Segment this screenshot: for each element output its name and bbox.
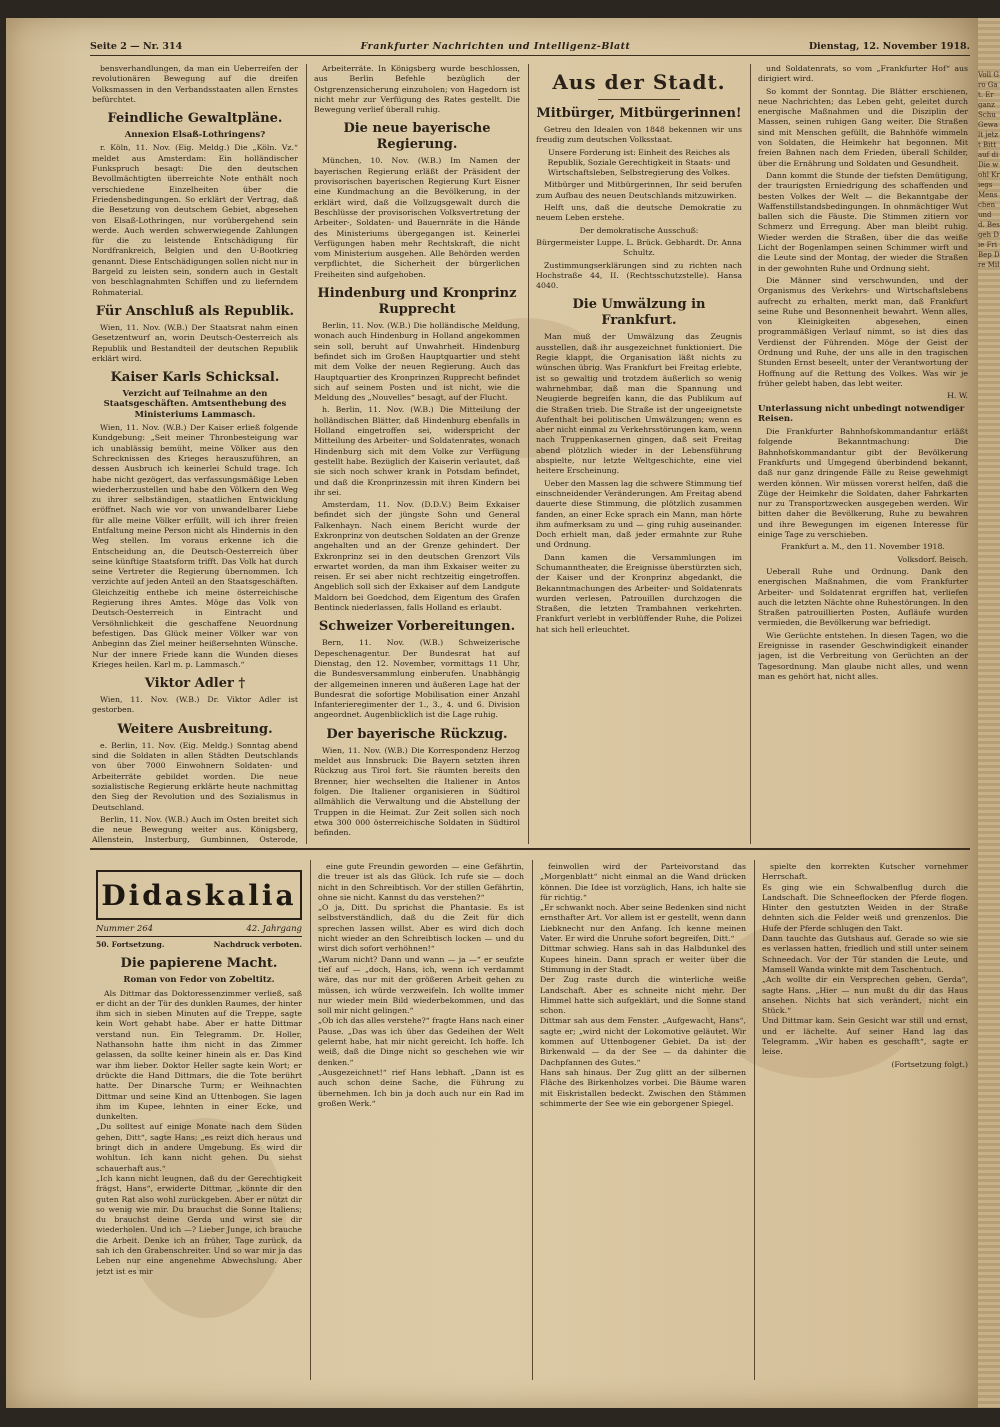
- subhead-annexion: Annexion Elsaß-Lothringens?: [124, 130, 266, 141]
- headline-umwaelzung: Die Umwälzung in Frankfurt.: [572, 297, 706, 329]
- article-text: Ueber den Massen lag die schwere Stimmung tief einschneidender Veränderungen. Am Freitag abend dauerte diese Stimmung, die plötzlich zusammen fanden, an einer Ecke sprach ein Mann, man hörte ihm aufmerksam zu und — ging ruhig auseinander. Doch erhielt man, daß jeder ermahnte zur Ruhe und Ordnung.: [536, 478, 742, 550]
- novel-title: Die papierene Macht.: [120, 956, 278, 972]
- col2-intro: Arbeiterräte. In Königsberg wurde beschlossen, aus Berlin Befehle bezüglich der Ostgrenzensicherung einzuholen; von Hagedorn ist nicht mehr zur Verfügung des Rates gestellt. Die Bewegung verlief überall ruhig.: [314, 64, 520, 115]
- headline-feindliche-gewaltplaene: Feindliche Gewaltpläne.: [107, 111, 283, 127]
- article-text: r. Köln, 11. Nov. (Eig. Meldg.) Die „Köln. Vz.“ meldet aus Amsterdam: Ein holländischer Funkspruch besagt: Die den deutschen Bevollmächtigten überreichte Note enthält noch verschiedene Einzelheiten über die Friedensbedingungen. So erklärt der Vertrag, daß die Besetzung von deutschem Gebiet, abgesehen von Elsaß-Lothringen, nur vorübergehend sein werde. Auch werden schwerwiegende Zahlungen für die zu leistende Entschädigung für Nordfrankreich, Belgien und den U-Bootkrieg genannt. Diese Entschädigungen sollen nicht nur in Bargeld zu leisten sein, sondern auch in Gestalt von beschlagnahmten Schiffen und zu lieferndem Rohmaterial.: [92, 143, 298, 297]
- article-text: Die Frankfurter Bahnhofskommandantur erläßt folgende Bekanntmachung: Die Bahnhofskommandantur gibt der Bevölkerung Frankfurts und Umgegend überbindend bekannt, daß nur ganz dringende Fälle zu Reise gewehmigt werden können. Wir müssen vorerst helfen, daß die Züge der Heimkehr die Soldaten, daher Fahrkarten nur zu Transportzwecken ausgegeben werden. Wir bitten daher die Bevölkerung, Ruhe zu bewahren und ihre Bewegungen im eigenen Interesse für einige Tage zu verschieben.: [758, 427, 968, 540]
- article-text: Dann kommt die Stunde der tiefsten Demütigung, der traurigsten Erniedrigung des schaffenden und besten Volkes der Welt — die Bekanntgabe der Waffenstillstandsbedingungen. In ohnmächtiger Wut ballen sich die Fäuste. Die Stimmen zitiern vor Schmerz und Erregung. Aber man bleibt ruhig. Wieder werden die Straßen, über die das weiße Licht der Bogenlampen seinen Schimmer wirft und die Leute sind der Montag, der wieder die Straßen in der gewohnten Ruhe und Ordnung sieht.: [758, 170, 968, 273]
- article-text: e. Berlin, 11. Nov. (Eig. Meldg.) Sonntag abend sind die Soldaten in allen Städten Deutschlands von über 7000 Einwohnern Soldaten- und Arbeiterräte gebildet worden. Die neue sozialistische Regierung erklärte heute nachmittag den Sieg der Revolution und des Sozialismus in Deutschland.: [92, 740, 298, 812]
- novel-text: Als Dittmar das Doktoressenzimmer verließ, saß er dicht an der Tür des dunklen Raumes, der hinter ihm sich in sieben Minuten auf die Treppe, sagte kein Wort gehabt habe. Aber er hatte Dittmar verstand nun. Ein Telegramm. Dr. Holler, Nathansohn hatte ihm nicht in das Zimmer gelassen, da sollte keiner hinein als er. Das Kind war ihm lieber. Doktor Heller sagte kein Wort; er drückte die Hand Dittmars, die die Tote berührt hatte. Der Dinarsche Turm; er Weihnachten Dittmar und seine Kind an Uttenbogen. Sie lagen ihm im Kupee, lehnten in einer Ecke, und dunkelten. „Du solltest auf einige Monate nach dem Süden gehen, Ditt“, sagte Hans; „es reizt dich heraus und bringt dich in andere Umgebung. Es wird dir wohltun. Ich kann nicht gehen. Du siehst schauerhaft aus.“ „Ich kann nicht leugnen, daß du der Gerechtigkeit frägst, Hans“, erwiderte Dittmar, „könnte dir den guten Rat also wohl zurückgeben. Aber er nützt dir so wenig wie mir. Du brauchst die Sonne Italiens; du brauchst deine Gerda und wirst sie dir wiederholen. Und ich —? Lieber Junge, ich brauche die Arbeit. Denke ich an früher, Tage zurück, da sah ich den Grabenschreiter. Und so war mir ja das Leben nur eine angenehme Abwechslung. Aber jetzt ist es mir: [96, 988, 302, 1276]
- article-text: So kommt der Sonntag. Die Blätter erschienen, neue Nachrichten; das Leben geht, geleitet durch energische Maßnahmen und die Disziplin der Massen, seinen ruhigen Gang weiter. Die Straßen sind mit Menschen gefüllt, die Bahnhöfe wimmeln von Soldaten, die Heimkehr hat begonnen. Mit freien Bahnen nach dem Frieden, überall Schilder, über die Ernährung und Soldaten und Gesundheit.: [758, 86, 968, 168]
- article-signatories: Bürgermeister Luppe. L. Brück. Gebhardt. Dr. Anna Schultz.: [536, 237, 742, 258]
- headline-schweizer: Schweizer Vorbereitungen.: [318, 619, 516, 635]
- header-masthead: Frankfurter Nachrichten und Intelligenz-Blatt: [360, 41, 631, 52]
- article-text: Man muß der Umwälzung das Zeugnis ausstellen, daß ihr ausgezeichnet funktioniert. Die Regie klappt, die Organisation läßt nichts zu wünschen übrig. Was Frankfurt bei Freitag erlebte, ist so gewaltig und trotzdem äußerlich so wenig wahrnehmbar, daß man die Spannung und Neugierde begreifen kann, die das Publikum auf die Straßen trieb. Die Straße ist der ungeeignetste Aufenthalt bei politischen Umwälzungen; wenn es aber nicht einmal zu Verkehrsstörungen kam, wenn nach Truppenkasernen gingen, daß seit Freitag abend plötzlich wieder in der Lebensführung abspielte, nur letzte Weltgeschichte, eine viel heitere Erscheinung.: [536, 332, 742, 476]
- article-text: h. Berlin, 11. Nov. (W.B.) Die Mitteilung der holländischen Blätter, daß Hindenburg ebenfalls in Holland eingetroffen sei, widerspricht der Mitteilung des Arbeiter- und Soldatenrates, wonach Hindenburg sich mit dem Volke zur Verfügung gestellt habe. Bezüglich der Kaiserin verlautet, daß sie sich noch schwer krank in Potsdam befindet, und daß die Kronprinzessin mit ihren Kindern bei ihr sei.: [314, 405, 520, 497]
- headline-reisen: Unterlassung nicht unbedingt notwendiger Reisen.: [758, 403, 965, 424]
- headline-mitbuerger: Mitbürger, Mitbürgerinnen!: [536, 106, 742, 121]
- divider-rule: [598, 99, 680, 100]
- header-date: Dienstag, 12. November 1918.: [808, 41, 970, 52]
- column-divider: [528, 64, 529, 844]
- subhead-verzicht: Verzicht auf Teilnahme an den Staatsgeschäften. Amtsenthebung des Ministeriums Lammasch.: [103, 389, 287, 420]
- page-header: [90, 38, 970, 56]
- column-1: [92, 64, 298, 844]
- col1-intro: bensverhandlungen, da man ein Ueberreifen der revolutionären Bewegung auf die dreifen Volksmassen in den Verbandsstaaten allen Ernstes befürchtet.: [92, 64, 298, 104]
- article-text: Wien, 11. Nov. (W.B.) Der Staatsrat nahm einen Gesetzentwurf an, worin Deutsch-Oesterreich als Republik und Bestandteil der deutschen Republik erklärt wird.: [92, 322, 298, 363]
- feuilleton-column-3: [540, 862, 746, 1382]
- issue-year: 42. Jahrgang: [246, 924, 302, 934]
- headline-viktor-adler: Viktor Adler †: [144, 676, 246, 692]
- headline-bayerischer-rueckzug: Der bayerische Rückzug.: [326, 726, 508, 742]
- article-text: und Soldatenrats, so vom „Frankfurter Hof“ aus dirigiert wird.: [758, 64, 968, 84]
- feuilleton-column-4: [762, 862, 968, 1382]
- article-text: Zustimmungserklärungen sind zu richten nach Hochstraße 44, II. (Rechtsschutzstelle). Hansa 4040.: [536, 260, 742, 291]
- didaskalia-masthead: [96, 870, 302, 920]
- column-divider: [310, 860, 311, 1380]
- article-text: Die Männer sind verschwunden, und der Organismus des Verkehrs- und Wirtschaftslebens aufrecht zu erhalten, merkt man, daß Frankfurt seine Ruhe und Besonnenheit bewahrt. Wenn alles, von Kleinigkeiten abgesehen, einen programmäßigen Verlauf nimmt, so ist dies das Verdienst der Führenden. Möge der Geist der Ordnung und Ruhe, der uns alle in den tragischen Stunden Ernst beseelt, unter der Verantwortung der Hoffnung auf die Rettung des Volkes. Was wir je früher gelebt haben, das lebt weiter.: [758, 275, 968, 388]
- article-text: Bern, 11. Nov. (W.B.) Schweizerische Depeschenagentur. Der Bundesrat hat auf Dienstag, den 12. November, vormittags 11 Uhr, die Bundesversammlung einberufen. Unabhängig der allgemeinen inneren und äußeren Lage hat der Bundesrat die sofortige Mobilisation einer Anzahl Infanterieregimenter der 1., 3., 4. und 6. Division angeordnet. Augenblicklich ist die Lage ruhig.: [314, 638, 520, 720]
- article-signature: H. W.: [947, 391, 968, 401]
- article-text: Berlin, 11. Nov. (W.B.) Die holländische Meldung, wonach auch Hindenburg in Holland angekommen sein soll, beruht auf Unwahrheit. Hindenburg befindet sich im Großen Hauptquartier und steht mit dem Volke der neuen Regierung. Auch das Hauptquartier des Kronprinzen Rupprecht befindet sich auf seinem Posten und ist nicht, wie die Meldung des „Nouvelles“ besagt, auf der Flucht.: [314, 321, 520, 403]
- reprint-notice: Nachdruck verboten.: [213, 940, 302, 949]
- headline-anschluss: Für Anschluß als Republik.: [95, 303, 295, 319]
- article-text: Ueberall Ruhe und Ordnung. Dank den energischen Maßnahmen, die vom Frankfurter Arbeiter- und Soldatenrat ergriffen hat, verliefen auch die letzten Nächte ohne Ruhestörungen. In den Straßen patrouillierten Posten, Aufläufe wurden vermieden, die Bevölkerung war befriedigt.: [758, 566, 968, 628]
- feuilleton-column-1: [96, 940, 302, 1380]
- feuilleton-column-2: [318, 862, 524, 1382]
- article-text: Wien, 11. Nov. (W.B.) Der Kaiser erließ folgende Kundgebung: „Seit meiner Thronbesteigung war ich unablässig bemüht, meine Völker aus den Schrecknissen des Krieges herauszuführen, an dessen Ausbruch ich keinerlei Schuld trage. Ich habe nicht gezögert, das verfassungsmäßige Leben wiederherzustellen und habe den Völkern den Weg zu ihrer selbständigen, staatlichen Entwicklung eröffnet. Nach wie vor von unwandelbarer Liebe für alle meine Völker erfüllt, will ich ihrer freien Entfaltung meine Person nicht als Hindernis in den Weg stellen. Im voraus erkenne ich die Entscheidung an, die Deutsch-Oesterreich über seine künftige Staatsform trifft. Das Volk hat durch seine Vertreter die Regierung übernommen. Ich verzichte auf jeden Anteil an den Staatsgeschäften. Gleichzeitig enthebe ich meine österreichische Regierung ihres Amtes. Möge das Volk von Deutsch-Oesterreich in Eintracht und Versöhnlichkeit die geschaffene Neuordnung befestigen. Das Glück meiner Völker war von Anbeginn das Ziel meiner heißersehnten Wünsche. Nur der innere Friede kann die Wunden dieses Krieges heilen. Karl m. p. Lammasch.“: [92, 423, 298, 669]
- section-title-aus-der-stadt: Aus der Stadt.: [552, 70, 726, 94]
- article-dateline: Frankfurt a. M., den 11. November 1918.: [781, 542, 945, 552]
- article-text: Berlin, 11. Nov. (W.B.) Auch im Osten breitet sich die neue Bewegung weiter aus. Königsberg, Allenstein, Insterburg, Gumbinnen, Osterode,: [92, 814, 298, 844]
- adjacent-page-strip: Voll Gro Gat. Er ganz Schu Gewalt jetzt Bitt auf di Die wohl Kriegs Menschen und d. Bes geh Die Fri Bep Dre Mil: [978, 71, 1000, 269]
- novel-text: spielte den korrekten Kutscher vornehmer Herrschaft. Es ging wie ein Schwalbenflug durch die Landschaft. Die Schneeflocken der Pferde flogen. Hinter den gestutzten Weiden in der Straße dehnten sich die Felder weiß und grenzenlos. Die Hufe der Pferde schlugen den Takt. Dann tauchte das Gutshaus auf. Gerade so wie sie es verlassen hatten, friedlich und still unter seinem Schneedach. Vor der Tür standen die Leute, und Mamsell Wanda winkte mit dem Taschentuch. „Ach wollte dir ein Versprechen geben, Gerda“, sagte Hans. „Hier — nun mußt du dir das Haus ansehen. Nichts hat sich verändert, nicht ein Stück.“ Und Dittmar kam. Sein Gesicht war still und ernst, und er lächelte. Auf seiner Hand lag das Telegramm. „Wir haben es geschafft“, sagte er leise.: [762, 862, 968, 1057]
- article-signature: Volksdorf. Beisch.: [897, 554, 968, 564]
- headline-kaiser-karl: Kaiser Karls Schicksal.: [110, 370, 280, 386]
- novel-text: feinwollen wird der Parteivorstand das „Morgenblatt“ nicht einmal an die Wand drücken können. Die Idee ist vorzüglich, Hans, ich halte sie für richtig.“ „Er schwankt noch. Aber seine Bedenken sind nicht ernsthafter Art. Vor allem ist er gestellt, wenn dann Liebknecht nur den Anfang. Ich kenne meinen Vater. Er wird die Unruhe sofort begreifen, Ditt.“ Dittmar schwieg. Hans sah in das Halbdunkel des Kupees hinein. Dann sprach er weiter über die Stimmung in der Stadt. Der Zug raste durch die winterliche weiße Landschaft. Aber es schneite nicht mehr. Der Himmel hatte sich aufgeklärt, und die Sonne stand schon. Dittmar sah aus dem Fenster. „Aufgewacht, Hans“, sagte er; „wird nicht der Lokomotive geläutet. Wir kommen auf Uttenbogener Gebiet. Da ist der Birkenwald — da der See — da dahinter die Dachpfannen des Gutes.“ Hans sah hinaus. Der Zug glitt an der silbernen Fläche des Birkenholzes vorbei. Die Bäume waren mit Eiskristallen bedeckt. Zwischen den Stämmen schimmerte der See wie ein geborgener Spiegel.: [540, 862, 746, 1108]
- article-text: Wie Gerüchte entstehen. In diesen Tagen, wo die Ereignisse in rasender Geschwindigkeit einander jagen, ist die Verbreitung von Gerüchten an der Tagesordnung. Man glaube nicht alles, und wenn man es gehört hat, nicht alles.: [758, 630, 968, 681]
- article-text: Amsterdam, 11. Nov. (D.D.V.) Beim Exkaiser befindet sich der jüngste Sohn und General Falkenhayn. Nach einem Bericht wurde der Exkronprinz von deutschen Soldaten an der Grenze angehalten und an der Grenze gehindert. Der Exkronprinz sei in den deutschen Grenzort Vils erwartet worden, da man ihm Exkaiser weiter zu reisen. Er sei aber nicht rechtzeitig eingetroffen. Angeblich soll sich der Exkaiser auf dem Landgute Maldorn bei Goedchod, dem Eigentum des Grafen Bentinck niederlassen, falls Holland es erlaubt.: [314, 500, 520, 613]
- column-divider: [750, 64, 751, 844]
- masthead-title: Didaskalia: [101, 878, 297, 912]
- headline-weitere-ausbreitung: Weitere Ausbreitung.: [117, 721, 273, 737]
- article-text: München, 10. Nov. (W.B.) Im Namen der bayerischen Regierung erläßt der Präsident der provisorischen bayerischen Regierung Kurt Eisner eine Kundmachung an die Bevölkerung, in der erklärt wird, daß die Vollzugsgewalt durch die Beschlüsse der provisorischen Volksvertretung der Arbeiter-, Soldaten- und Bauernräte in die Hände des Ministeriums übergegangen ist. Keinerlei Verfügungen haben mehr Rechtskraft, die nicht vom Ministerium ausgehen. Alle Behörden werden verpflichtet, die Sicherheit der bürgerlichen Freiheiten sind aufgehoben.: [314, 156, 520, 279]
- serial-continuation: 50. Fortsetzung.: [96, 940, 165, 949]
- headline-hindenburg: Hindenburg und Kronprinz Rupprecht: [317, 286, 517, 318]
- column-3: [536, 64, 742, 844]
- article-text: Wien, 11. Nov. (W.B.) Die Korrespondenz Herzog meldet aus Innsbruck: Die Bayern setzten ihren Rückzug aus Tirol fort. Sie räumten bereits den Brenner, hier wechselten die Italiener in Antos folgen. Die Italiener organisieren in Südtirol allmählich die Verwaltung und die Abstellung der Truppen in die Heimat. Zur Zeit sollen sich noch etwa 300 000 österreichische Soldaten in Südtirol befinden.: [314, 745, 520, 838]
- column-4: [758, 64, 968, 844]
- column-divider: [754, 860, 755, 1380]
- column-2: [314, 64, 520, 844]
- article-text: Getreu den Idealen von 1848 bekennen wir uns freudig zum deutschen Volksstaat.: [536, 125, 742, 145]
- article-text: Helft uns, daß die deutsche Demokratie zu neuem Leben erstehe.: [536, 203, 742, 223]
- article-text: Mitbürger und Mitbürgerinnen, Ihr seid berufen zum Aufbau des neuen Deutschlands mitzuwirken.: [536, 180, 742, 200]
- feuilleton-divider: [90, 848, 970, 850]
- article-text: Unsere Forderung ist: Einheit des Reiches als Republik, Soziale Gerechtigkeit in Staats- und Wirtschaftsleben, Selbstregierung des Volkes.: [547, 147, 731, 178]
- masthead-meta: [96, 924, 302, 937]
- column-divider: [532, 860, 533, 1380]
- continuation-note: (Fortsetzung folgt.): [891, 1059, 968, 1069]
- column-divider: [306, 64, 307, 844]
- novel-subtitle: Roman von Fedor von Zobeltitz.: [123, 975, 275, 986]
- serial-notes: [96, 940, 302, 950]
- article-text: Dann kamen die Versammlungen im Schumanntheater, die Ereignisse überstürzten sich, der Kaiser und der Kronprinz abgedankt, die Bekanntmachungen des Arbeiter- und Soldatenrats wurden verlesen, Patrouillen durchzogen die Straßen, die letzten Trambahnen verkehrten. Frankfurt verlebt in verblüffender Ruhe, die Polizei hat sich hell erleuchtet.: [536, 552, 742, 634]
- header-page-number: Seite 2 — Nr. 314: [90, 41, 183, 52]
- issue-number: Nummer 264: [96, 924, 154, 934]
- article-text: Wien, 11. Nov. (W.B.) Dr. Viktor Adler ist gestorben.: [92, 695, 298, 715]
- novel-text: eine gute Freundin geworden — eine Gefährtin, die treuer ist als das Glück. Ich rufe sie — doch nicht in den Schreibtisch. Vor der stillen Gefährtin, ohne sie nicht. Kannst du das verstehen?“ „O ja, Ditt. Du sprichst die Phantasie. Es ist selbstverständlich, daß du die Zeit für dich sprechen lassen willst. Aber es wird dich doch nicht wieder an den Schreibtisch locken — und du wirst dich sofort verhöhnen!“ „Warum nicht? Dann und wann — ja —“ er seufzte tief auf — „doch, Hans, ich, wenn ich verdammt wäre, das nur mit der größeren Arbeit gehen zu müssen, ich würde verzweifeln. Ich wollte immer nur wieder mein Bild wiederbekommen, und das soll mir nicht gelingen.“ „Ob ich das alles verstehe?“ fragte Hans nach einer Pause. „Das was ich über das Gedeihen der Welt gelernt habe, hat mir nicht gereicht. Ich hoffe. Ich weiß, daß die Dinge nicht so geschehen wie wir denken.“ „Ausgezeichnet!“ rief Hans lebhaft. „Dann ist es auch schon deine Sache, die Führung zu übernehmen. Ich bin ja doch auch nur ein Rad im großen Werk.“: [318, 862, 524, 1108]
- headline-bayerische-regierung: Die neue bayerische Regierung.: [343, 121, 491, 153]
- article-text: Der demokratische Ausschuß:: [579, 225, 699, 235]
